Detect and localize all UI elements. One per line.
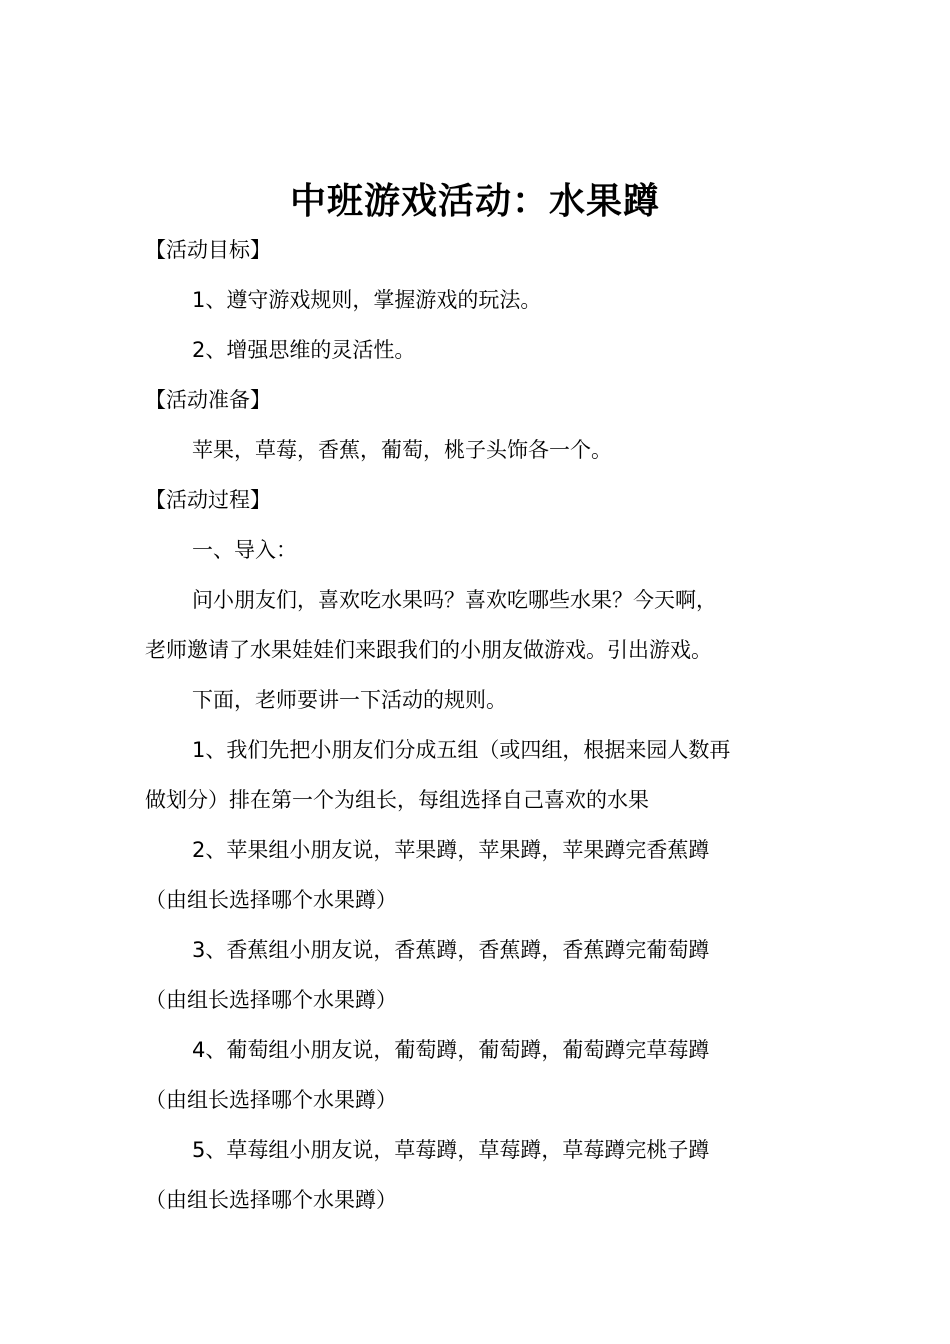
section-heading-goals: 【活动目标】 <box>145 238 271 262</box>
goal-item-1: 1、遵守游戏规则，掌握游戏的玩法。 <box>192 288 542 312</box>
section-heading-preparation: 【活动准备】 <box>145 388 271 412</box>
process-intro-heading: 一、导入： <box>192 538 297 562</box>
goal-item-2: 2、增强思维的灵活性。 <box>192 338 416 362</box>
document-title: 中班游戏活动：水果蹲 <box>289 181 660 223</box>
rule-1-line-continued: 做划分）排在第一个为组长，每组选择自己喜欢的水果 <box>145 788 649 812</box>
rule-4-line: 4、葡萄组小朋友说，葡萄蹲，葡萄蹲，葡萄蹲完草莓蹲 <box>192 1038 710 1062</box>
preparation-text: 苹果，草莓，香蕉，葡萄，桃子头饰各一个。 <box>192 438 612 462</box>
rule-4-line-continued: （由组长选择哪个水果蹲） <box>145 1088 397 1112</box>
rule-2-line: 2、苹果组小朋友说，苹果蹲，苹果蹲，苹果蹲完香蕉蹲 <box>192 838 710 862</box>
rule-1-line: 1、我们先把小朋友们分成五组（或四组，根据来园人数再 <box>192 738 731 762</box>
rules-intro: 下面，老师要讲一下活动的规则。 <box>192 688 507 712</box>
section-heading-process: 【活动过程】 <box>145 488 271 512</box>
rule-2-line-continued: （由组长选择哪个水果蹲） <box>145 888 397 912</box>
rule-3-line: 3、香蕉组小朋友说，香蕉蹲，香蕉蹲，香蕉蹲完葡萄蹲 <box>192 938 710 962</box>
rule-3-line-continued: （由组长选择哪个水果蹲） <box>145 988 397 1012</box>
rule-5-line-continued: （由组长选择哪个水果蹲） <box>145 1188 397 1212</box>
rule-5-line: 5、草莓组小朋友说，草莓蹲，草莓蹲，草莓蹲完桃子蹲 <box>192 1138 710 1162</box>
paragraph-line: 问小朋友们，喜欢吃水果吗？喜欢吃哪些水果？今天啊， <box>192 588 717 612</box>
paragraph-line-continued: 老师邀请了水果娃娃们来跟我们的小朋友做游戏。引出游戏。 <box>145 638 712 662</box>
document-body <box>145 225 810 1225</box>
